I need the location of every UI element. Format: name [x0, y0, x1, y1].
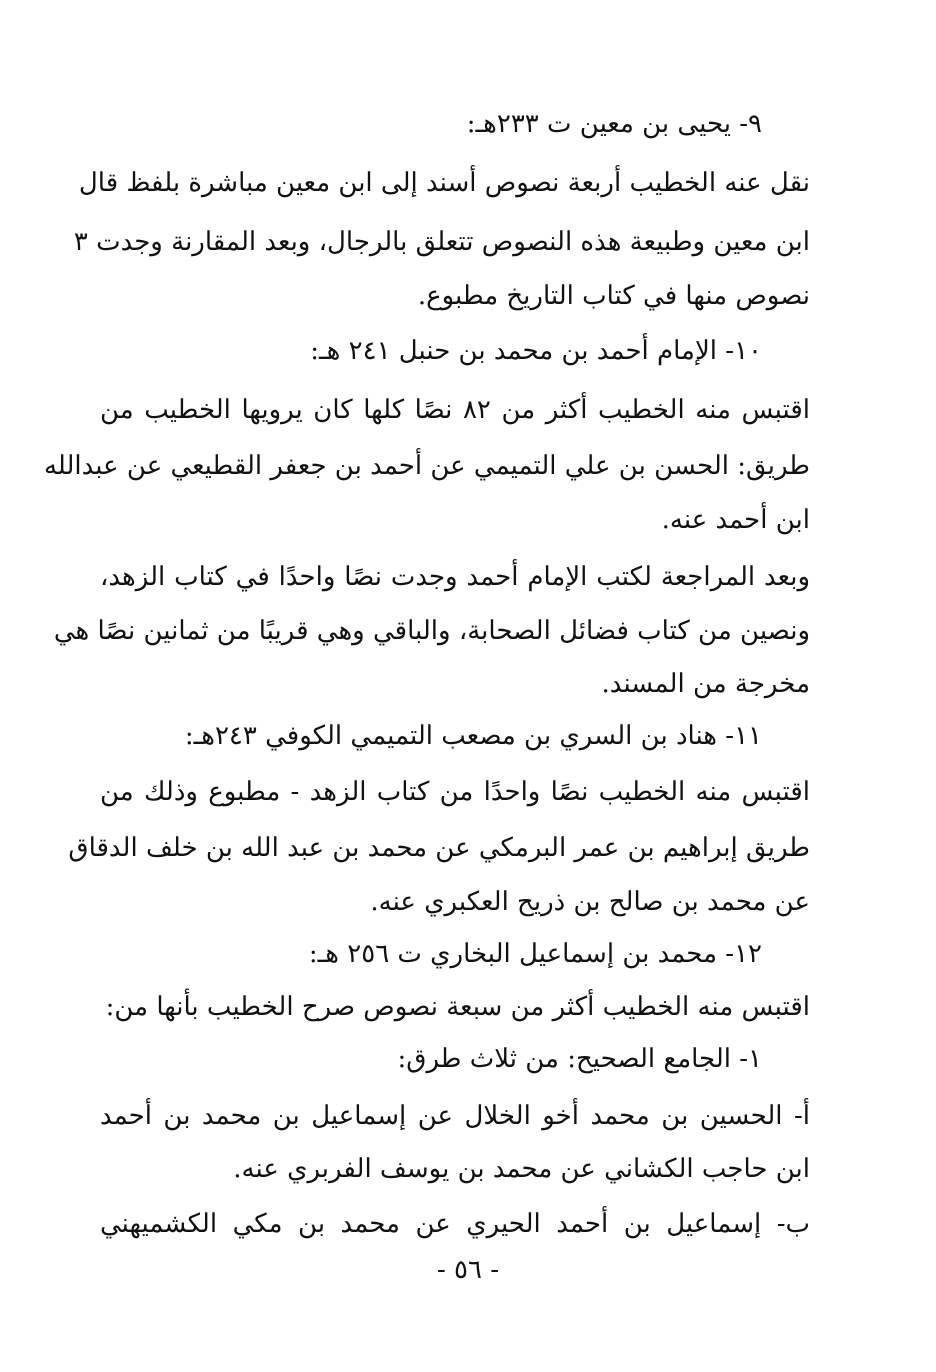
text-line: اقتبس منه الخطيب أكثر من سبعة نصوص صرح الخطيب بأنها من: — [105, 992, 810, 1022]
subheading-al-jami-al-sahih: ١- الجامع الصحيح: من ثلاث طرق: — [397, 1044, 762, 1074]
text-line: طريق إبراهيم بن عمر البرمكي عن محمد بن عبد الله بن خلف الدقاق — [68, 833, 810, 863]
text-line: نصوص منها في كتاب التاريخ مطبوع. — [417, 281, 810, 311]
page-number: - ٥٦ - — [436, 1255, 500, 1285]
text-line: ابن أحمد عنه. — [661, 505, 810, 535]
heading-al-bukhari: ١٢- محمد بن إسماعيل البخاري ت ٢٥٦ هـ: — [308, 939, 762, 969]
heading-yahya-ibn-maeen: ٩- يحيى بن معين ت ٢٣٣هـ: — [466, 109, 762, 139]
text-line: ابن حاجب الكشاني عن محمد بن يوسف الفربري عنه. — [233, 1154, 810, 1184]
text-line: وبعد المراجعة لكتب الإمام أحمد وجدت نصًا واحدًا في كتاب الزهد، — [100, 562, 810, 592]
text-line: ونصين من كتاب فضائل الصحابة، والباقي وهي قريبًا من ثمانين نصًا هي — [53, 616, 810, 646]
text-line: ب- إسماعيل بن أحمد الحيري عن محمد بن مكي الكشميهني — [100, 1209, 810, 1239]
text-line: أ- الحسين بن محمد أخو الخلال عن إسماعيل بن محمد بن أحمد — [100, 1101, 810, 1131]
heading-hannad-ibn-al-sari: ١١- هناد بن السري بن مصعب التميمي الكوفي ٢٤٣هـ: — [184, 721, 762, 751]
text-line: عن محمد بن صالح بن ذريح العكبري عنه. — [370, 887, 810, 917]
text-line: اقتبس منه الخطيب نصًا واحدًا من كتاب الزهد - مطبوع وذلك من — [100, 777, 810, 807]
text-line: مخرجة من المسند. — [601, 669, 810, 699]
text-line: اقتبس منه الخطيب أكثر من ٨٢ نصًا كلها كان يرويها الخطيب من — [100, 395, 811, 425]
heading-ahmad-ibn-hanbal: ١٠- الإمام أحمد بن محمد بن حنبل ٢٤١ هـ: — [310, 336, 762, 366]
text-line: ابن معين وطبيعة هذه النصوص تتعلق بالرجال، وبعد المقارنة وجدت ٣ — [73, 227, 810, 257]
text-line: نقل عنه الخطيب أربعة نصوص أسند إلى ابن معين مباشرة بلفظ قال — [78, 168, 810, 198]
text-line: طريق: الحسن بن علي التميمي عن أحمد بن جعفر القطيعي عن عبدالله — [43, 451, 810, 481]
